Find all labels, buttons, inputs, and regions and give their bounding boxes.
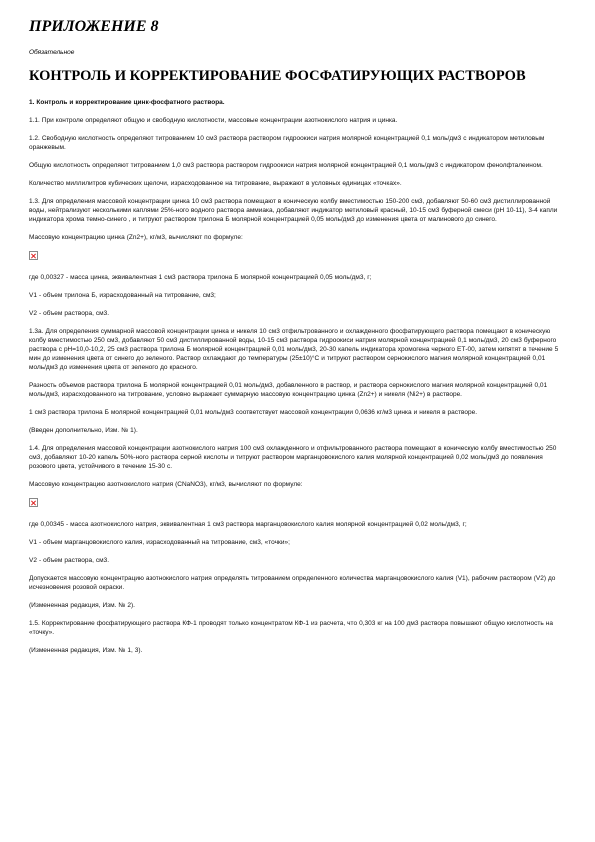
amendment-note-3: (Измененная редакция, Изм. № 1, 3). [29, 647, 143, 654]
paragraph-1-2-total-acidity: Общую кислотность определяют титрованием 1,0 см3 раствора раствором гидроокиси натрия молярной концентрацией 0,1 моль/дм3 с индикатором фенолфталеином. [29, 162, 543, 169]
paragraph-1-3a: 1.3а. Для определения суммарной массовой концентрации цинка и никеля 10 см3 отфильтрованного и охлажденного фосфатирующего раствора помещают в коническую колбу вместимостью 250 см3, добавляют 50 см3 дистиллированной воды, 10-15 см3 раствора гидроокиси натрия молярной концентрацией 0,1 моль/дм3, 20 см3 буферного раствора с рН=10,0-10,2, 25 см3 раствора трилона Б молярной концентрацией 0,01 моль/дм3, 20-30 капель индикатора хромогена черного ЕТ-00, затем кипятят в течение 5 мин до изменения цвета от синего до зеленого. Раствор охлаждают до температуры (25±10)°С и титруют раствором сернокислого магния молярной концентрацией 0,01 моль/дм3 до изменения цвета от зеленого до красного. [29, 328, 559, 371]
obligatory-note: Обязательное [29, 49, 75, 56]
paragraph-1-4-formula-intro: Массовую концентрацию азотнокислого натрия (СNaNO3), кг/м3, вычисляют по формуле: [29, 481, 303, 488]
document-page [29, 18, 564, 664]
paragraph-1-3a-equivalence: 1 см3 раствора трилона Б молярной концентрацией 0,01 моль/дм3 соответствует массовой концентрации 0,0636 кг/м3 цинка и никеля в растворе. [29, 409, 478, 416]
broken-image-icon [29, 251, 38, 260]
broken-image-icon [29, 498, 38, 507]
paragraph-1-3-formula-intro: Массовую концентрацию цинка (Zn2+), кг/м3, вычисляют по формуле: [29, 234, 243, 241]
paragraph-1-2-free-acidity: 1.2. Свободную кислотность определяют титрованием 10 см3 раствора раствором гидроокиси натрия молярной концентрацией 0,1 моль/дм3 с индикатором метиловым оранжевым. [29, 135, 545, 151]
paragraph-1-3a-difference: Разность объемов раствора трилона Б молярной концентрацией 0,01 моль/дм3, добавленного в раствор, и раствора сернокислого магния молярной концентрацией 0,01 моль/дм3, израсходованного на титрование, условно выражает суммарную массовую концентрацию цинка (Zn2+) и никеля (Ni2+) в растворе. [29, 382, 548, 398]
paragraph-1-5: 1.5. Корректирование фосфатирующего раствора КФ-1 проводят только концентратом КФ-1 из расчета, что 0,303 кг на 100 дм3 раствора повышают общую кислотность на «точку». [29, 620, 553, 636]
paragraph-1-3-v1: V1 - объем трилона Б, израсходованный на титрование, см3; [29, 292, 216, 299]
amendment-note-1: (Введен дополнительно, Изм. № 1). [29, 427, 138, 434]
page-title: КОНТРОЛЬ И КОРРЕКТИРОВАНИЕ ФОСФАТИРУЮЩИХ РАСТВОРОВ [29, 68, 526, 84]
paragraph-1-2-points: Количество миллилитров кубических щелочи, израсходованное на титрование, выражают в условных единицах «точках». [29, 180, 402, 187]
paragraph-1-4-alternative: Допускается массовую концентрацию азотнокислого натрия определять титрованием определенного количества марганцовокислого калия (V1), рабочим раствором (V2) до исчезновения розовой окраски. [29, 575, 556, 591]
paragraph-1-4-where: где 0,00345 - масса азотнокислого натрия, эквивалентная 1 см3 раствора марганцовокислого калия молярной концентрацией 0,02 моль/дм3, г; [29, 521, 467, 528]
paragraph-1-3-where: где 0,00327 - масса цинка, эквивалентная 1 см3 раствора трилона Б молярной концентрацией 0,05 моль/дм3, г; [29, 274, 372, 281]
paragraph-1-4: 1.4. Для определения массовой концентрации азотнокислого натрия 100 см3 охлажденного и отфильтрованного раствора помещают в коническую колбу вместимостью 250 см3, добавляют 10-20 капель 50%-ного раствора серной кислоты и титруют раствором марганцовокислого калия молярной концентрацией 0,02 моль/дм3 до появления розового цвета, устойчивого в течение 15-30 с. [29, 445, 557, 470]
paragraph-1-3: 1.3. Для определения массовой концентрации цинка 10 см3 раствора помещают в коническую колбу вместимостью 150-200 см3, добавляют 50-60 см3 дистиллированной воды, нейтрализуют несколькими каплями 25%-ного водного раствора аммиака, добавляют индикатор метиловый красный, 10-15 см3 буферной смеси (рН 10-11), 3-4 капли индикатора хрома темно-синего , и титруют раствором трилона Б молярной концентрацией 0,05 моль/дм3 до изменения цвета от малинового до синего. [29, 198, 558, 223]
amendment-note-2: (Измененная редакция, Изм. № 2). [29, 602, 135, 609]
section-1-heading: 1. Контроль и корректирование цинк-фосфатного раствора. [29, 99, 225, 106]
paragraph-1-4-v1: V1 - объем марганцовокислого калия, израсходованный на титрование, см3, «точки»; [29, 539, 290, 546]
paragraph-1-3-v2: V2 - объем раствора, см3. [29, 310, 110, 317]
paragraph-1-4-v2: V2 - объем раствора, см3. [29, 557, 110, 564]
paragraph-1-1: 1.1. При контроле определяют общую и свободную кислотности, массовые концентрации азотнокислого натрия и цинка. [29, 117, 398, 124]
appendix-heading: ПРИЛОЖЕНИЕ 8 [29, 18, 159, 35]
